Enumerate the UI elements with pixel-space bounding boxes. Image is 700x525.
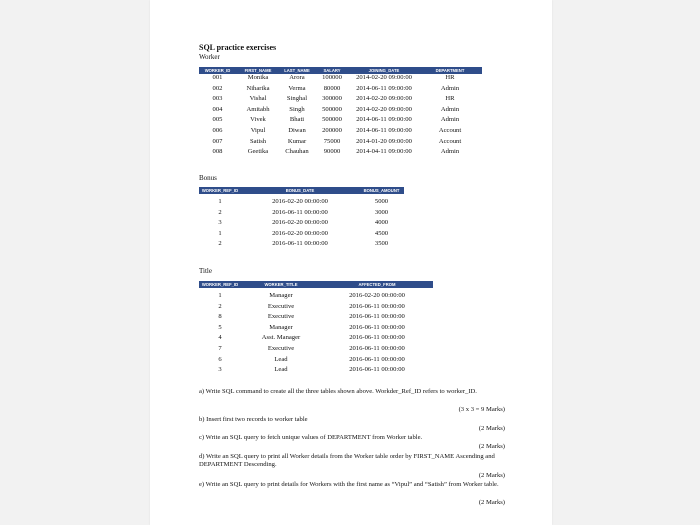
header-worker-title: WORKER_TITLE <box>264 282 298 287</box>
worker-table-cell: 2014-02-20 09:00:00 <box>356 95 412 103</box>
worker-table-cell: 003 <box>212 95 223 103</box>
title-table-cell: 2016-06-11 00:00:00 <box>349 355 405 363</box>
bonus-table-cell: 2 <box>218 240 222 248</box>
header-worker-ref-id: WORKER_REF_ID <box>201 188 239 193</box>
worker-table-cell: Chauhan <box>285 148 309 156</box>
title-table-cell: 8 <box>218 313 222 321</box>
document-title: SQL practice exercises <box>199 43 277 52</box>
worker-table-cell: Vipul <box>250 127 266 134</box>
worker-table-cell: 002 <box>212 84 223 92</box>
title-table-header <box>199 281 433 288</box>
header-affected-from: AFFECTED_FROM <box>358 282 396 287</box>
worker-table-cell: Monika <box>247 74 269 81</box>
worker-table-cell: 2014-04-11 09:00:00 <box>356 148 412 156</box>
title-table-cell: 2016-06-11 00:00:00 <box>349 366 405 374</box>
document-page <box>150 0 552 525</box>
title-section-label: Title <box>199 267 212 275</box>
worker-table-cell: Arora <box>289 74 305 81</box>
title-table-cell: Executive <box>267 302 295 310</box>
worker-table-cell: Geetika <box>247 148 269 156</box>
header-salary: SALARY <box>323 68 341 73</box>
title-table-cell: 2016-06-11 00:00:00 <box>349 334 405 342</box>
bonus-section-label: Bonus <box>199 174 217 182</box>
bonus-table-cell: 2016-06-11 00:00:00 <box>272 208 328 216</box>
worker-table-cell: Verma <box>288 84 306 92</box>
title-table-cell: Lead <box>274 355 288 363</box>
worker-table-cell: Account <box>438 127 462 134</box>
bonus-table-cell: 3 <box>218 219 222 227</box>
title-table-cell: 2016-06-11 00:00:00 <box>349 302 405 310</box>
question-a: a) Write SQL command to create all the three tables shown above. Workder_Ref_ID refers to worker_ID. <box>199 388 477 395</box>
worker-table-cell: 2014-06-11 09:00:00 <box>356 84 412 92</box>
worker-table-cell: 006 <box>212 127 223 134</box>
bonus-table-cell: 3500 <box>374 240 389 248</box>
worker-table-cell: 2014-02-20 09:00:00 <box>356 105 412 113</box>
worker-table-cell: 2014-06-11 09:00:00 <box>356 127 412 134</box>
worker-table-cell: 500000 <box>322 105 342 113</box>
bonus-table-header <box>199 187 404 194</box>
worker-table-cell: 80000 <box>323 84 341 92</box>
bonus-table-cell: 2016-02-20 00:00:00 <box>272 229 328 237</box>
worker-table-cell: Niharika <box>246 84 270 92</box>
title-table-cell: Manager <box>269 292 293 299</box>
header-department: DEPARTMENT <box>435 68 465 73</box>
header-joining-date: JOINING_DATE <box>368 68 400 73</box>
header-bonus-amount: BONUS_AMOUNT <box>363 188 400 193</box>
question-b: b) Insert first two records to worker table <box>199 416 308 423</box>
worker-table-cell: 100000 <box>322 74 342 81</box>
worker-table-cell: Vishal <box>249 95 267 103</box>
worker-table-cell: Singh <box>289 105 305 113</box>
title-table-cell: 2 <box>218 302 222 310</box>
question-b-marks: (2 Marks) <box>478 425 505 432</box>
bonus-table-cell: 2016-02-20 00:00:00 <box>272 198 328 205</box>
bonus-table-cell: 2 <box>218 208 222 216</box>
title-table-cell: Asst. Manager <box>261 334 301 342</box>
worker-table-cell: 001 <box>212 74 223 81</box>
question-d-marks: (2 Marks) <box>478 472 505 479</box>
bonus-table-cell: 2016-06-11 00:00:00 <box>272 240 328 248</box>
worker-table-cell: Admin <box>440 116 460 124</box>
worker-table-cell: 300000 <box>322 95 342 103</box>
bonus-table-cell: 2016-02-20 00:00:00 <box>272 219 328 227</box>
worker-table-cell: 500000 <box>322 116 342 124</box>
bonus-table-cell: 5000 <box>374 198 389 205</box>
question-a-marks: (3 x 3 = 9 Marks) <box>458 406 505 413</box>
worker-table-cell: Bhati <box>289 116 305 124</box>
title-table-cell: Executive <box>267 345 295 352</box>
worker-table-cell: 90000 <box>323 148 341 156</box>
title-table-cell: Executive <box>267 313 295 321</box>
bonus-table-cell: 1 <box>218 229 222 237</box>
worker-table-cell: Admin <box>440 105 460 113</box>
worker-table-cell: 200000 <box>322 127 342 134</box>
header-first-name: FIRST_NAME <box>244 68 272 73</box>
title-table-cell: 2016-06-11 00:00:00 <box>349 323 405 331</box>
title-table-cell: 6 <box>218 355 222 363</box>
worker-table-cell: Diwan <box>288 127 306 134</box>
worker-section-label: Worker <box>199 53 220 61</box>
title-table-cell: 2016-02-20 00:00:00 <box>349 292 405 299</box>
worker-table-cell: 007 <box>212 137 223 145</box>
worker-table-cell: 2014-06-11 09:00:00 <box>356 116 412 124</box>
title-table-cell: 1 <box>218 292 222 299</box>
header-bonus-date: BONUS_DATE <box>285 188 315 193</box>
worker-table-cell: HR <box>445 95 455 103</box>
worker-table-cell: Admin <box>440 84 460 92</box>
bonus-table-cell: 4000 <box>374 219 389 227</box>
worker-table-cell: Admin <box>440 148 460 156</box>
worker-table-cell: 2014-02-20 09:00:00 <box>356 74 412 81</box>
title-table-cell: Lead <box>274 366 288 374</box>
worker-table-cell: 004 <box>212 105 223 113</box>
title-table-cell: 4 <box>218 334 222 342</box>
bonus-table-cell: 4500 <box>374 229 389 237</box>
worker-table-cell: Satish <box>249 137 267 145</box>
title-table-cell: 2016-06-11 00:00:00 <box>349 313 405 321</box>
header-worker-ref-id: WORKER_REF_ID <box>201 282 239 287</box>
worker-table-cell: Vivek <box>250 116 266 124</box>
worker-table-cell: Singhal <box>286 95 308 103</box>
worker-table-cell: HR <box>445 74 455 81</box>
worker-table-cell: 008 <box>212 148 223 156</box>
title-table-cell: 5 <box>218 323 222 331</box>
worker-table-cell: Amitabh <box>246 105 270 113</box>
bonus-table-cell: 3000 <box>374 208 389 216</box>
question-e-marks: (2 Marks) <box>478 499 505 506</box>
worker-table-cell: 75000 <box>323 137 341 145</box>
question-e: e) Write an SQL query to print details for Workers with the first name as “Vipul” and “Satish” from Worker table. <box>199 481 499 488</box>
header-last-name: LAST_NAME <box>284 68 310 73</box>
question-c: c) Write an SQL query to fetch unique values of DEPARTMENT from Worker table. <box>199 434 423 441</box>
question-c-marks: (2 Marks) <box>478 443 505 450</box>
question-d: d) Write an SQL query to print all Worker details from the Worker table order by FIRST_NAME Ascending and DEPARTMENT Descending. <box>199 453 495 468</box>
bonus-table-cell: 1 <box>218 198 222 205</box>
title-table-cell: 2016-06-11 00:00:00 <box>349 345 405 352</box>
title-table-cell: 7 <box>218 345 222 352</box>
worker-table-cell: Kumar <box>287 137 307 145</box>
title-table-cell: 3 <box>218 366 222 374</box>
worker-table-cell: 2014-01-20 09:00:00 <box>356 137 412 145</box>
worker-table-cell: 005 <box>212 116 223 124</box>
title-table-cell: Manager <box>269 323 293 331</box>
worker-table-cell: Account <box>438 137 462 145</box>
header-worker-id: WORKER_ID <box>204 68 231 73</box>
